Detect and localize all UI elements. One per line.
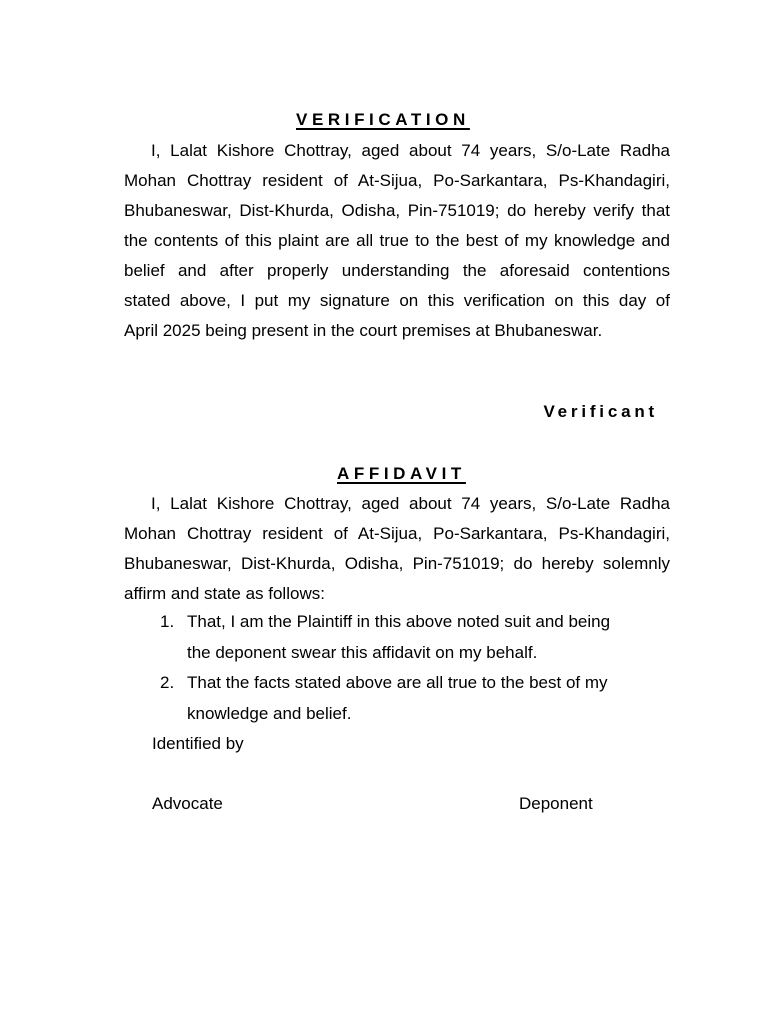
advocate-label: Advocate bbox=[152, 794, 223, 813]
list-item-line: the deponent swear this affidavit on my behalf. bbox=[187, 642, 538, 662]
list-item-line: That the facts stated above are all true to the best of my bbox=[187, 673, 608, 692]
list-item bbox=[151, 607, 651, 668]
affidavit-paragraph bbox=[124, 489, 670, 609]
verification-line-1: I, Lalat Kishore Chottray, aged about 74 years, S/o-Late Radha bbox=[151, 141, 670, 160]
identified-by-label: Identified by bbox=[152, 734, 244, 753]
affidavit-heading: AFFIDAVIT bbox=[337, 464, 466, 483]
verification-line-7: April 2025 being present in the court premises at Bhubaneswar. bbox=[124, 321, 603, 340]
verification-line-4: the contents of this plaint are all true to the best of my knowledge and bbox=[124, 231, 670, 250]
verification-line-6-text: stated above, I put my signature on this verification on this bbox=[124, 291, 610, 310]
verification-paragraph bbox=[124, 136, 670, 346]
verification-line-6-day: day of bbox=[618, 291, 670, 310]
affidavit-line-3: Bhubaneswar, Dist-Khurda, Odisha, Pin-751019; do hereby solemnly bbox=[124, 554, 670, 573]
affidavit-line-2: Mohan Chottray resident of At-Sijua, Po-Sarkantara, Ps-Khandagiri, bbox=[124, 524, 670, 543]
list-item-number: 2. bbox=[160, 673, 175, 692]
verificant-signatory: Verificant bbox=[543, 402, 658, 421]
verification-line-3: Bhubaneswar, Dist-Khurda, Odisha, Pin-751019; do hereby verify that bbox=[124, 201, 670, 220]
list-item-line: That, I am the Plaintiff in this above noted suit and being bbox=[187, 612, 611, 631]
list-item-number: 1. bbox=[160, 612, 175, 631]
verification-line-6 bbox=[124, 286, 670, 316]
verification-heading: VERIFICATION bbox=[296, 110, 470, 129]
deponent-label: Deponent bbox=[519, 794, 593, 813]
affidavit-line-1: I, Lalat Kishore Chottray, aged about 74 years, S/o-Late Radha bbox=[151, 494, 670, 513]
list-item-line: knowledge and belief. bbox=[187, 703, 352, 723]
verification-line-2: Mohan Chottray resident of At-Sijua, Po-Sarkantara, Ps-Khandagiri, bbox=[124, 171, 670, 190]
affidavit-line-4: affirm and state as follows: bbox=[124, 584, 325, 603]
verification-line-5: belief and after properly understanding the aforesaid contentions bbox=[124, 261, 670, 280]
affidavit-statements-list bbox=[151, 607, 651, 729]
list-item bbox=[151, 668, 651, 729]
